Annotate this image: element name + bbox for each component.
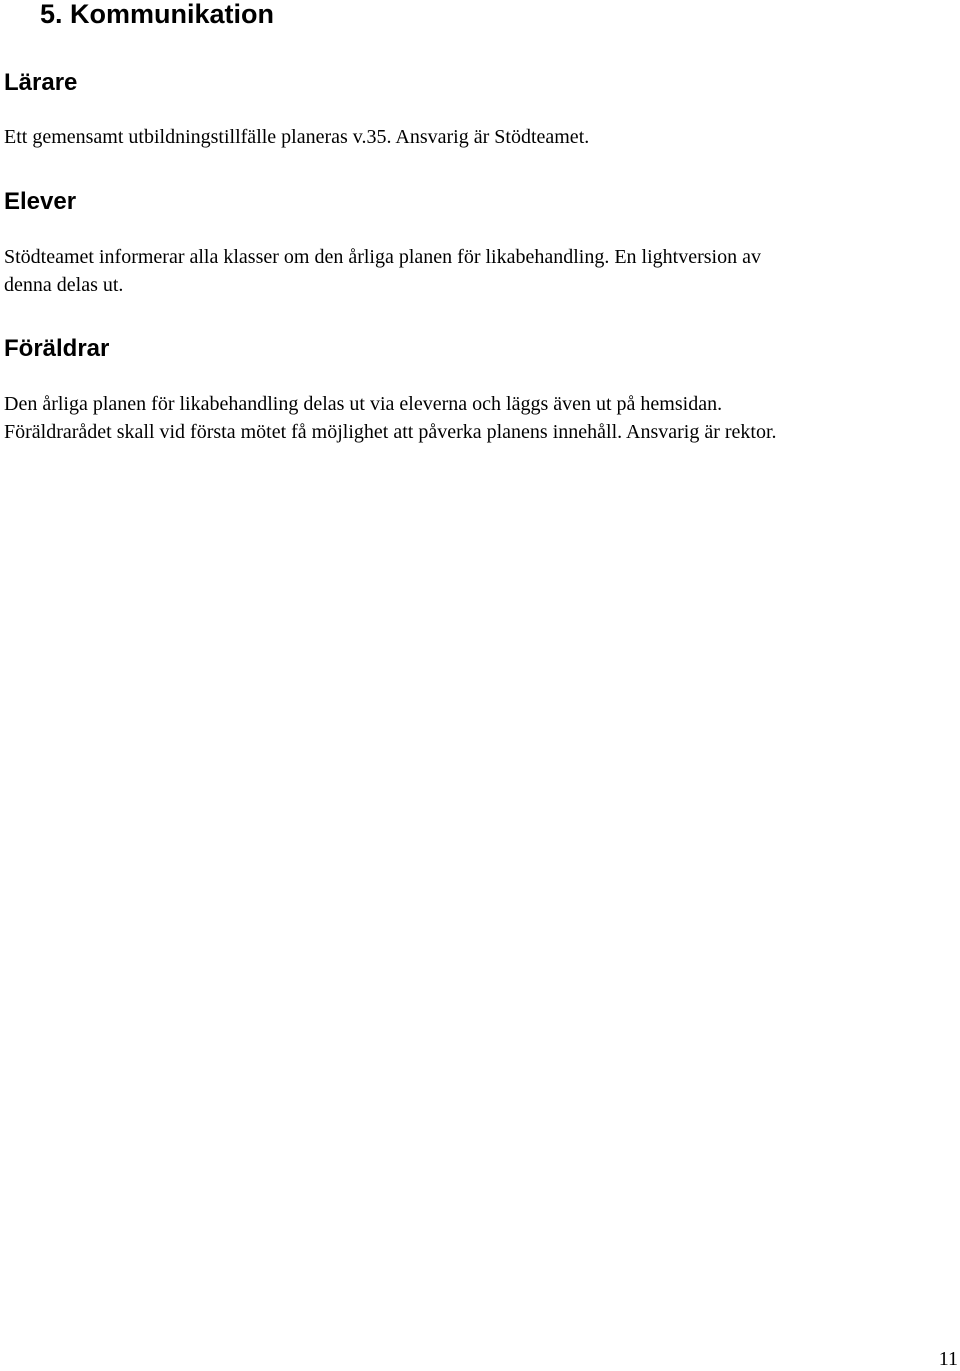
section-body-larare: [4, 123, 934, 151]
text-line: denna delas ut.: [4, 274, 124, 296]
section-heading-foraldrar: Föräldrar: [4, 335, 110, 362]
page-number: 11: [938, 1348, 958, 1370]
text-line: Föräldrarådet skall vid första mötet få möjlighet att påverka planens innehåll. Ansvarig är rektor.: [4, 421, 777, 443]
text-line: Den årliga planen för likabehandling delas ut via eleverna och läggs även ut på hemsidan.: [4, 393, 723, 415]
section-heading-elever: Elever: [4, 188, 77, 215]
section-body-elever: [4, 243, 934, 299]
section-heading-larare: Lärare: [4, 69, 78, 96]
chapter-title: 5. Kommunikation: [40, 0, 275, 29]
text-line: Stödteamet informerar alla klasser om den årliga planen för likabehandling. En lightversion av: [4, 246, 761, 268]
section-body-foraldrar: [4, 390, 934, 446]
text-line: Ett gemensamt utbildningstillfälle planeras v.35. Ansvarig är Stödteamet.: [4, 126, 590, 148]
